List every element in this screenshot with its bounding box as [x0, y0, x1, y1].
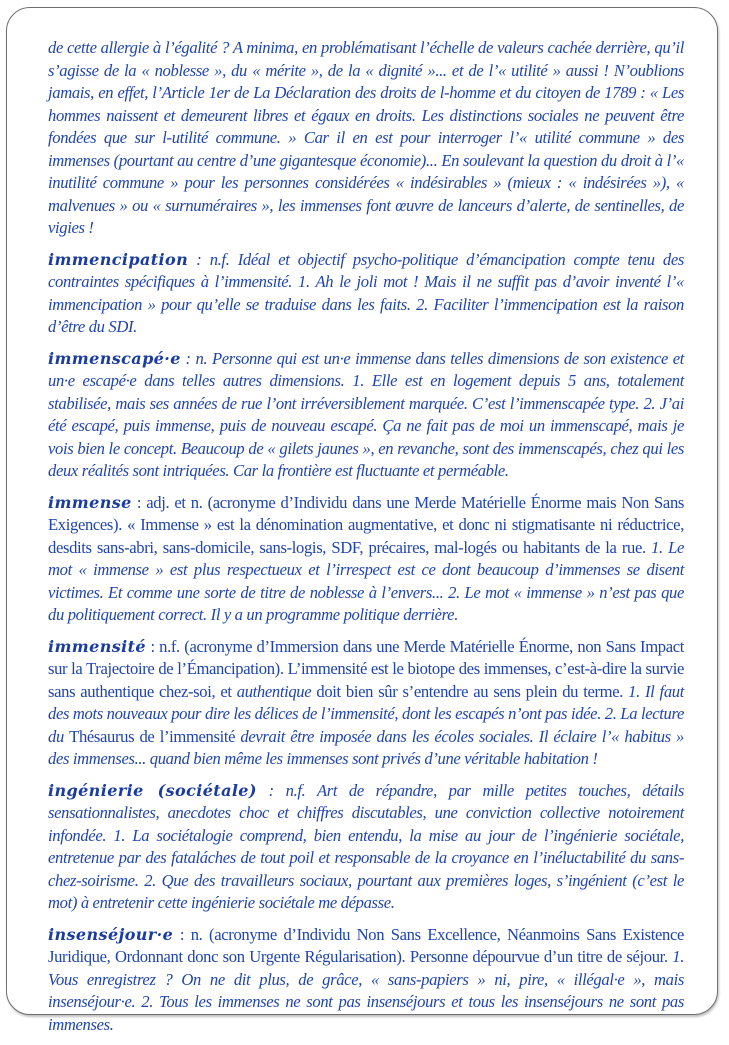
intro-text: de cette allergie à l’égalité ? A minima, en problématisant l’échelle de valeurs cachée derrière, qu’il s’agisse de la « noblesse », du « mérite », de la « dignité »... et de l’« utilité » aussi ! N’oublions jamais, en effet, l’Article 1er de La Déclaration des droits de l-homme et du citoyen de 1789 : « Les hommes naissent et demeurent libres et égaux en droits. Les distinctions sociales ne peuvent être fondées que sur l-utilité commune. » Car il en est pour interroger l’« utilité commune » des immenses (pourtant au centre d’une gigantesque économie)... En soulevant la question du droit à l’« inutilité commune » pour les personnes considérées « indésirables » (mieux : « indésirées »), « malvenues » ou « surnuméraires », les immenses font œuvre de lanceurs d’alerte, de sentinelles, de vigies ! [48, 38, 684, 237]
entry-definition: : adj. et n. (acronyme d’Individu dans une Merde Matérielle Énorme mais Non Sans Exigences). « Immense » est la dénomination augmentative, et donc ni stigmatisante ni réductrice, desdits sans-abri, sans-domicile, sans-logis, SDF, précaires, mal-logés ou habitants de la rue. [48, 492, 684, 557]
entry-immencipation [48, 249, 684, 339]
entry-immenscape [48, 348, 684, 483]
entry-definition: : n.f. (acronyme d’Immersion dans une Merde Matérielle Énorme, non Sans Impact sur la Trajectoire de l’Émancipation). L’immensité est le biotope des immenses, c’est-à-dire la survie sans authentique chez-soi, et [48, 636, 684, 701]
entry-term: immencipation [48, 249, 189, 269]
entry-examples: 1. Il faut des mots nouveaux pour dire les délices de l’immensité, dont les escapés n’ont pas idée. 2. La lecture du [48, 681, 684, 746]
entry-term: insenséjour·e [48, 924, 174, 944]
entry-definition: : n. (acronyme d’Individu Non Sans Excellence, Néanmoins Sans Existence Juridique, Ordonnant donc son Urgente Régularisation). Personne dépourvue d’un titre de séjour. [48, 924, 684, 966]
entry-definition: : n. Personne qui est un·e immense dans telles dimensions de son existence et un·e escapé·e dans telles autres dimensions. 1. Elle est en logement depuis 5 ans, totalement stabilisée, mais ses années de rue l’ont irréversiblement marquée. C’est l’immenscapée type. 2. J’ai été escapé, puis immense, puis de nouveau escapé. Ça ne fait pas de moi un immenscapé, mais je vois bien le concept. Beaucoup de « gilets jaunes », en revanche, sont des immenscapés, chez qui les deux réalités sont intriquées. Car la frontière est fluctuante et perméable. [48, 348, 684, 480]
entry-term: ingénierie (sociétale) [48, 780, 257, 800]
entry-term: immensité [48, 636, 147, 656]
entry-examples: 1. Le mot « immense » est plus respectueux et l’irrespect est ce dont beaucoup d’immenses se disent victimes. Et comme une sorte de titre de noblesse à l’envers... 2. Le mot « immense » n’est pas que du politiquement correct. Il y a un programme politique derrière. [48, 537, 684, 624]
entry-definition: : n.f. Art de répandre, par mille petites touches, détails sensationnalistes, anecdotes choc et chiffres discutables, une conviction collective notoirement infondée. 1. La sociétalogie comprend, bien entendu, la mise au jour de l’ingénierie sociétale, entretenue par des fataláches de tout poil et responsable de la croyance en l’inéluctabilité du sans-chez-soirisme. 2. Que des travailleurs sociaux, pourtant aux premières loges, s’ingénient (c’est le mot) à entretenir cette ingénierie sociétale me dépasse. [48, 780, 684, 912]
entry-term: immenscapé·e [48, 348, 181, 368]
entry-book-title: Thésaurus de l’immensité [69, 726, 236, 746]
entry-definition-emphasis: authentique [236, 681, 312, 701]
entry-ingenierie [48, 780, 684, 915]
entry-definition: : n.f. Idéal et objectif psycho-politique d’émancipation compte tenu des contraintes spécifiques à l’immensité. 1. Ah le joli mot ! Mais il ne suffit pas d’avoir inventé l’« immencipation » pour qu’elle se traduise dans les faits. 2. Faciliter l’immencipation est la raison d’être du SDI. [48, 249, 684, 336]
intro-paragraph [48, 37, 684, 240]
entry-immensite [48, 636, 684, 771]
entry-insensejour [48, 924, 684, 1037]
entry-examples: 1. Vous enregistrez ? On ne dit plus, de grâce, « sans-papiers » ni, pire, « illégal·e », mais insenséjour·e. 2. Tous les immenses ne sont pas insenséjours et tous les insenséjours ne sont pas immenses. [48, 947, 684, 1034]
glossary-page [48, 37, 684, 1045]
entry-term: immense [48, 492, 132, 512]
entry-definition-continued: doit bien sûr s’entendre au sens plein du terme. [311, 681, 629, 701]
entry-immense [48, 492, 684, 627]
entry-examples-continued: devrait être imposée dans les écoles sociales. Il éclaire l’« habitus » des immenses... quand bien même les immenses sont privés d’une véritable habitation ! [48, 726, 684, 768]
